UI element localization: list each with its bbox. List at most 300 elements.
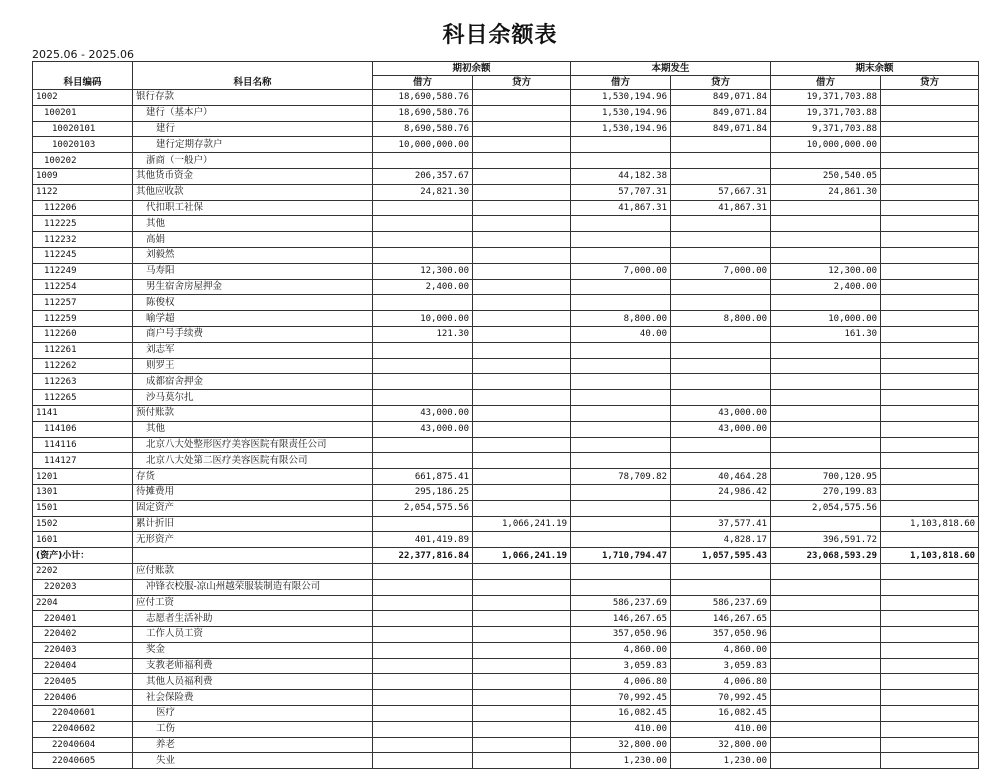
opening-debit-amount: [373, 690, 473, 706]
closing-debit-amount: [771, 690, 881, 706]
opening-debit-amount: 10,000.00: [373, 311, 473, 327]
opening-credit-amount: 1,066,241.19: [473, 516, 571, 532]
opening-credit-amount: [473, 200, 571, 216]
closing-credit-amount: [881, 247, 979, 263]
current-credit-amount: 40,464.28: [671, 469, 771, 485]
closing-credit-amount: [881, 232, 979, 248]
current-debit-amount: [571, 405, 671, 421]
table-row: [33, 484, 979, 500]
account-name: 高娟: [133, 232, 373, 248]
current-credit-amount: 1,057,595.43: [671, 548, 771, 564]
opening-credit-amount: [473, 674, 571, 690]
header-row-group: [33, 62, 979, 76]
closing-debit-amount: [771, 595, 881, 611]
account-code: 2202: [33, 563, 133, 579]
account-code: 2204: [33, 595, 133, 611]
current-credit-amount: [671, 137, 771, 153]
current-credit-amount: [671, 168, 771, 184]
current-debit-amount: 357,050.96: [571, 627, 671, 643]
account-code: 10020101: [33, 121, 133, 137]
current-credit-amount: [671, 437, 771, 453]
opening-credit-amount: [473, 105, 571, 121]
current-debit-amount: [571, 390, 671, 406]
closing-credit-amount: [881, 153, 979, 169]
closing-debit-amount: 250,540.05: [771, 168, 881, 184]
opening-debit-amount: [373, 437, 473, 453]
report-period: 2025.06 - 2025.06: [32, 48, 134, 61]
account-code: 220402: [33, 627, 133, 643]
closing-debit-amount: 19,371,703.88: [771, 90, 881, 106]
closing-debit-amount: [771, 232, 881, 248]
opening-debit-amount: [373, 753, 473, 769]
current-credit-amount: 4,860.00: [671, 642, 771, 658]
current-debit-amount: [571, 295, 671, 311]
opening-credit-amount: [473, 421, 571, 437]
account-code: 114116: [33, 437, 133, 453]
closing-credit-amount: [881, 358, 979, 374]
table-row: [33, 374, 979, 390]
account-name: 建行定期存款户: [133, 137, 373, 153]
table-row: [33, 753, 979, 769]
current-credit-amount: 849,071.84: [671, 105, 771, 121]
opening-credit-amount: [473, 137, 571, 153]
closing-debit-amount: [771, 706, 881, 722]
opening-credit-amount: [473, 295, 571, 311]
current-debit-amount: [571, 358, 671, 374]
opening-debit-amount: 2,400.00: [373, 279, 473, 295]
account-name: 建行: [133, 121, 373, 137]
closing-credit-amount: [881, 753, 979, 769]
current-credit-amount: 24,986.42: [671, 484, 771, 500]
opening-credit-amount: [473, 184, 571, 200]
account-code: 22040602: [33, 721, 133, 737]
opening-debit-amount: [373, 390, 473, 406]
table-row: [33, 532, 979, 548]
current-debit-amount: [571, 500, 671, 516]
table-row: [33, 358, 979, 374]
account-name: 建行（基本户）: [133, 105, 373, 121]
account-code: 1601: [33, 532, 133, 548]
opening-debit-amount: [373, 674, 473, 690]
opening-debit-amount: [373, 247, 473, 263]
closing-debit-amount: 19,371,703.88: [771, 105, 881, 121]
current-debit-amount: [571, 516, 671, 532]
opening-debit-amount: 43,000.00: [373, 405, 473, 421]
opening-credit-amount: [473, 153, 571, 169]
opening-debit-amount: [373, 153, 473, 169]
opening-debit-amount: [373, 374, 473, 390]
closing-credit-amount: [881, 500, 979, 516]
current-credit-amount: 57,667.31: [671, 184, 771, 200]
account-name: 累计折旧: [133, 516, 373, 532]
table-row: [33, 232, 979, 248]
current-debit-amount: 1,230.00: [571, 753, 671, 769]
opening-credit-amount: [473, 90, 571, 106]
table-row: [33, 200, 979, 216]
opening-debit-amount: 295,186.25: [373, 484, 473, 500]
current-debit-amount: [571, 216, 671, 232]
opening-credit-amount: [473, 279, 571, 295]
closing-debit-amount: [771, 737, 881, 753]
header-code: 科目编码: [33, 62, 133, 90]
account-code: 112254: [33, 279, 133, 295]
account-name: 其他人员福利费: [133, 674, 373, 690]
account-code: 220404: [33, 658, 133, 674]
account-code: 22040604: [33, 737, 133, 753]
account-code: 112232: [33, 232, 133, 248]
table-row: [33, 216, 979, 232]
closing-credit-amount: [881, 374, 979, 390]
closing-debit-amount: [771, 216, 881, 232]
table-row: [33, 390, 979, 406]
current-debit-amount: 4,860.00: [571, 642, 671, 658]
account-name: 无形资产: [133, 532, 373, 548]
closing-debit-amount: [771, 342, 881, 358]
current-credit-amount: [671, 216, 771, 232]
opening-credit-amount: [473, 121, 571, 137]
opening-debit-amount: 24,821.30: [373, 184, 473, 200]
current-credit-amount: 146,267.65: [671, 611, 771, 627]
opening-credit-amount: [473, 263, 571, 279]
current-debit-amount: 32,800.00: [571, 737, 671, 753]
current-credit-amount: 1,230.00: [671, 753, 771, 769]
account-code: 22040605: [33, 753, 133, 769]
opening-credit-amount: [473, 453, 571, 469]
account-code: 112259: [33, 311, 133, 327]
opening-credit-amount: [473, 721, 571, 737]
closing-debit-amount: [771, 200, 881, 216]
opening-credit-amount: [473, 737, 571, 753]
current-credit-amount: [671, 579, 771, 595]
opening-credit-amount: [473, 216, 571, 232]
table-row: [33, 469, 979, 485]
closing-debit-amount: 23,068,593.29: [771, 548, 881, 564]
current-debit-amount: 1,530,194.96: [571, 121, 671, 137]
table-row: [33, 121, 979, 137]
opening-debit-amount: 22,377,816.84: [373, 548, 473, 564]
current-debit-amount: 1,710,794.47: [571, 548, 671, 564]
current-credit-amount: [671, 342, 771, 358]
opening-credit-amount: [473, 326, 571, 342]
current-debit-amount: 78,709.82: [571, 469, 671, 485]
current-credit-amount: [671, 232, 771, 248]
account-name: 预付账款: [133, 405, 373, 421]
opening-credit-amount: [473, 168, 571, 184]
current-debit-amount: 7,000.00: [571, 263, 671, 279]
account-code: 114127: [33, 453, 133, 469]
account-name: 北京八大处第二医疗美容医院有限公司: [133, 453, 373, 469]
current-credit-amount: 16,082.45: [671, 706, 771, 722]
current-debit-amount: [571, 563, 671, 579]
account-name: 冲锋衣校服-凉山州越荣服装制造有限公司: [133, 579, 373, 595]
table-row: [33, 706, 979, 722]
closing-debit-amount: [771, 421, 881, 437]
table-row: [33, 548, 979, 564]
account-code: 1501: [33, 500, 133, 516]
closing-debit-amount: [771, 374, 881, 390]
current-credit-amount: 41,867.31: [671, 200, 771, 216]
current-debit-amount: 1,530,194.96: [571, 90, 671, 106]
closing-credit-amount: [881, 216, 979, 232]
header-closing-debit: 借方: [771, 76, 881, 90]
opening-debit-amount: [373, 595, 473, 611]
current-debit-amount: [571, 579, 671, 595]
closing-debit-amount: [771, 405, 881, 421]
current-credit-amount: 32,800.00: [671, 737, 771, 753]
header-current-credit: 贷方: [671, 76, 771, 90]
account-name: 男生宿舍房屋押金: [133, 279, 373, 295]
closing-debit-amount: 161.30: [771, 326, 881, 342]
account-code: 112262: [33, 358, 133, 374]
closing-debit-amount: 2,054,575.56: [771, 500, 881, 516]
opening-debit-amount: [373, 232, 473, 248]
closing-credit-amount: [881, 121, 979, 137]
opening-credit-amount: [473, 390, 571, 406]
opening-debit-amount: [373, 627, 473, 643]
closing-debit-amount: 9,371,703.88: [771, 121, 881, 137]
closing-credit-amount: [881, 105, 979, 121]
table-row: [33, 168, 979, 184]
account-name: [133, 548, 373, 564]
table-row: [33, 405, 979, 421]
table-row: [33, 137, 979, 153]
account-name: 刘毅然: [133, 247, 373, 263]
account-name: 社会保险费: [133, 690, 373, 706]
closing-credit-amount: [881, 642, 979, 658]
closing-credit-amount: [881, 611, 979, 627]
current-debit-amount: 41,867.31: [571, 200, 671, 216]
account-name: 银行存款: [133, 90, 373, 106]
account-name: 沙马莫尔扎: [133, 390, 373, 406]
closing-credit-amount: [881, 421, 979, 437]
account-code: 1009: [33, 168, 133, 184]
current-debit-amount: [571, 153, 671, 169]
opening-debit-amount: [373, 453, 473, 469]
current-credit-amount: [671, 374, 771, 390]
header-name: 科目名称: [133, 62, 373, 90]
table-row: [33, 721, 979, 737]
current-credit-amount: 849,071.84: [671, 90, 771, 106]
table-row: [33, 627, 979, 643]
current-debit-amount: 410.00: [571, 721, 671, 737]
closing-credit-amount: [881, 737, 979, 753]
table-row: [33, 184, 979, 200]
opening-debit-amount: 121.30: [373, 326, 473, 342]
opening-debit-amount: [373, 342, 473, 358]
closing-debit-amount: [771, 453, 881, 469]
opening-credit-amount: [473, 532, 571, 548]
closing-debit-amount: 396,591.72: [771, 532, 881, 548]
table-row: [33, 690, 979, 706]
closing-credit-amount: [881, 437, 979, 453]
table-row: [33, 153, 979, 169]
current-credit-amount: 70,992.45: [671, 690, 771, 706]
account-name: 奖金: [133, 642, 373, 658]
current-debit-amount: 4,006.80: [571, 674, 671, 690]
account-code: 100202: [33, 153, 133, 169]
opening-debit-amount: [373, 358, 473, 374]
account-code: 220203: [33, 579, 133, 595]
account-name: 应付账款: [133, 563, 373, 579]
account-name: 医疗: [133, 706, 373, 722]
opening-debit-amount: 10,000,000.00: [373, 137, 473, 153]
account-name: 商户号手续费: [133, 326, 373, 342]
account-code: 112260: [33, 326, 133, 342]
opening-debit-amount: [373, 642, 473, 658]
account-name: 其他: [133, 216, 373, 232]
account-name: 北京八大处整形医疗美容医院有限责任公司: [133, 437, 373, 453]
closing-debit-amount: [771, 516, 881, 532]
account-name: 存货: [133, 469, 373, 485]
opening-credit-amount: [473, 342, 571, 358]
closing-debit-amount: 700,120.95: [771, 469, 881, 485]
closing-credit-amount: [881, 200, 979, 216]
opening-debit-amount: 8,690,580.76: [373, 121, 473, 137]
account-name: 支教老师福利费: [133, 658, 373, 674]
opening-credit-amount: [473, 658, 571, 674]
closing-credit-amount: [881, 627, 979, 643]
account-code: 112245: [33, 247, 133, 263]
closing-debit-amount: 12,300.00: [771, 263, 881, 279]
current-credit-amount: [671, 295, 771, 311]
opening-credit-amount: [473, 611, 571, 627]
closing-debit-amount: 10,000.00: [771, 311, 881, 327]
ledger-body: [33, 90, 979, 769]
table-row: [33, 279, 979, 295]
account-name: 浙商（一般户）: [133, 153, 373, 169]
closing-credit-amount: [881, 168, 979, 184]
closing-credit-amount: [881, 563, 979, 579]
opening-credit-amount: [473, 358, 571, 374]
closing-debit-amount: [771, 295, 881, 311]
closing-credit-amount: [881, 469, 979, 485]
header-opening-debit: 借方: [373, 76, 473, 90]
current-debit-amount: 586,237.69: [571, 595, 671, 611]
table-row: [33, 437, 979, 453]
table-row: [33, 595, 979, 611]
closing-debit-amount: 270,199.83: [771, 484, 881, 500]
current-credit-amount: 4,006.80: [671, 674, 771, 690]
opening-debit-amount: [373, 737, 473, 753]
closing-debit-amount: [771, 674, 881, 690]
table-row: [33, 500, 979, 516]
closing-debit-amount: [771, 247, 881, 263]
table-row: [33, 421, 979, 437]
current-credit-amount: [671, 326, 771, 342]
account-code: 112249: [33, 263, 133, 279]
opening-credit-amount: [473, 627, 571, 643]
opening-debit-amount: 12,300.00: [373, 263, 473, 279]
account-name: 陈俊权: [133, 295, 373, 311]
opening-credit-amount: [473, 247, 571, 263]
opening-credit-amount: [473, 690, 571, 706]
current-debit-amount: [571, 374, 671, 390]
opening-debit-amount: [373, 516, 473, 532]
closing-credit-amount: [881, 390, 979, 406]
account-name: 其他货币资金: [133, 168, 373, 184]
closing-debit-amount: [771, 753, 881, 769]
opening-debit-amount: [373, 658, 473, 674]
closing-credit-amount: [881, 184, 979, 200]
closing-debit-amount: [771, 563, 881, 579]
opening-credit-amount: [473, 595, 571, 611]
account-code: 1502: [33, 516, 133, 532]
account-code: 1301: [33, 484, 133, 500]
current-credit-amount: 8,800.00: [671, 311, 771, 327]
current-debit-amount: [571, 437, 671, 453]
current-debit-amount: [571, 484, 671, 500]
current-credit-amount: 3,059.83: [671, 658, 771, 674]
table-row: [33, 311, 979, 327]
account-code: 112225: [33, 216, 133, 232]
account-name: 固定资产: [133, 500, 373, 516]
current-credit-amount: [671, 247, 771, 263]
opening-debit-amount: [373, 721, 473, 737]
account-name: 志愿者生活补助: [133, 611, 373, 627]
table-row: [33, 263, 979, 279]
account-code: 114106: [33, 421, 133, 437]
closing-credit-amount: [881, 90, 979, 106]
closing-credit-amount: [881, 405, 979, 421]
current-credit-amount: [671, 390, 771, 406]
current-credit-amount: 7,000.00: [671, 263, 771, 279]
opening-debit-amount: 661,875.41: [373, 469, 473, 485]
table-row: [33, 563, 979, 579]
account-name: 养老: [133, 737, 373, 753]
opening-debit-amount: 206,357.67: [373, 168, 473, 184]
closing-credit-amount: [881, 137, 979, 153]
closing-debit-amount: [771, 721, 881, 737]
header-opening: 期初余额: [373, 62, 571, 76]
opening-debit-amount: [373, 579, 473, 595]
current-debit-amount: 44,182.38: [571, 168, 671, 184]
opening-debit-amount: [373, 200, 473, 216]
current-debit-amount: [571, 279, 671, 295]
current-debit-amount: 3,059.83: [571, 658, 671, 674]
current-credit-amount: 410.00: [671, 721, 771, 737]
closing-credit-amount: [881, 484, 979, 500]
account-name: 待摊费用: [133, 484, 373, 500]
account-code: (资产)小计：: [33, 548, 133, 564]
table-row: [33, 453, 979, 469]
closing-debit-amount: [771, 358, 881, 374]
current-credit-amount: 43,000.00: [671, 405, 771, 421]
header-opening-credit: 贷方: [473, 76, 571, 90]
current-credit-amount: [671, 563, 771, 579]
account-code: 220401: [33, 611, 133, 627]
closing-debit-amount: [771, 658, 881, 674]
current-credit-amount: 849,071.84: [671, 121, 771, 137]
table-row: [33, 516, 979, 532]
closing-credit-amount: [881, 532, 979, 548]
closing-debit-amount: 2,400.00: [771, 279, 881, 295]
current-credit-amount: [671, 279, 771, 295]
account-code: 1122: [33, 184, 133, 200]
opening-debit-amount: [373, 611, 473, 627]
closing-credit-amount: [881, 342, 979, 358]
table-row: [33, 674, 979, 690]
closing-credit-amount: [881, 595, 979, 611]
current-debit-amount: [571, 232, 671, 248]
opening-debit-amount: [373, 216, 473, 232]
current-debit-amount: [571, 137, 671, 153]
current-debit-amount: [571, 453, 671, 469]
closing-credit-amount: [881, 706, 979, 722]
opening-debit-amount: [373, 706, 473, 722]
current-debit-amount: 1,530,194.96: [571, 105, 671, 121]
account-code: 1141: [33, 405, 133, 421]
current-debit-amount: [571, 532, 671, 548]
